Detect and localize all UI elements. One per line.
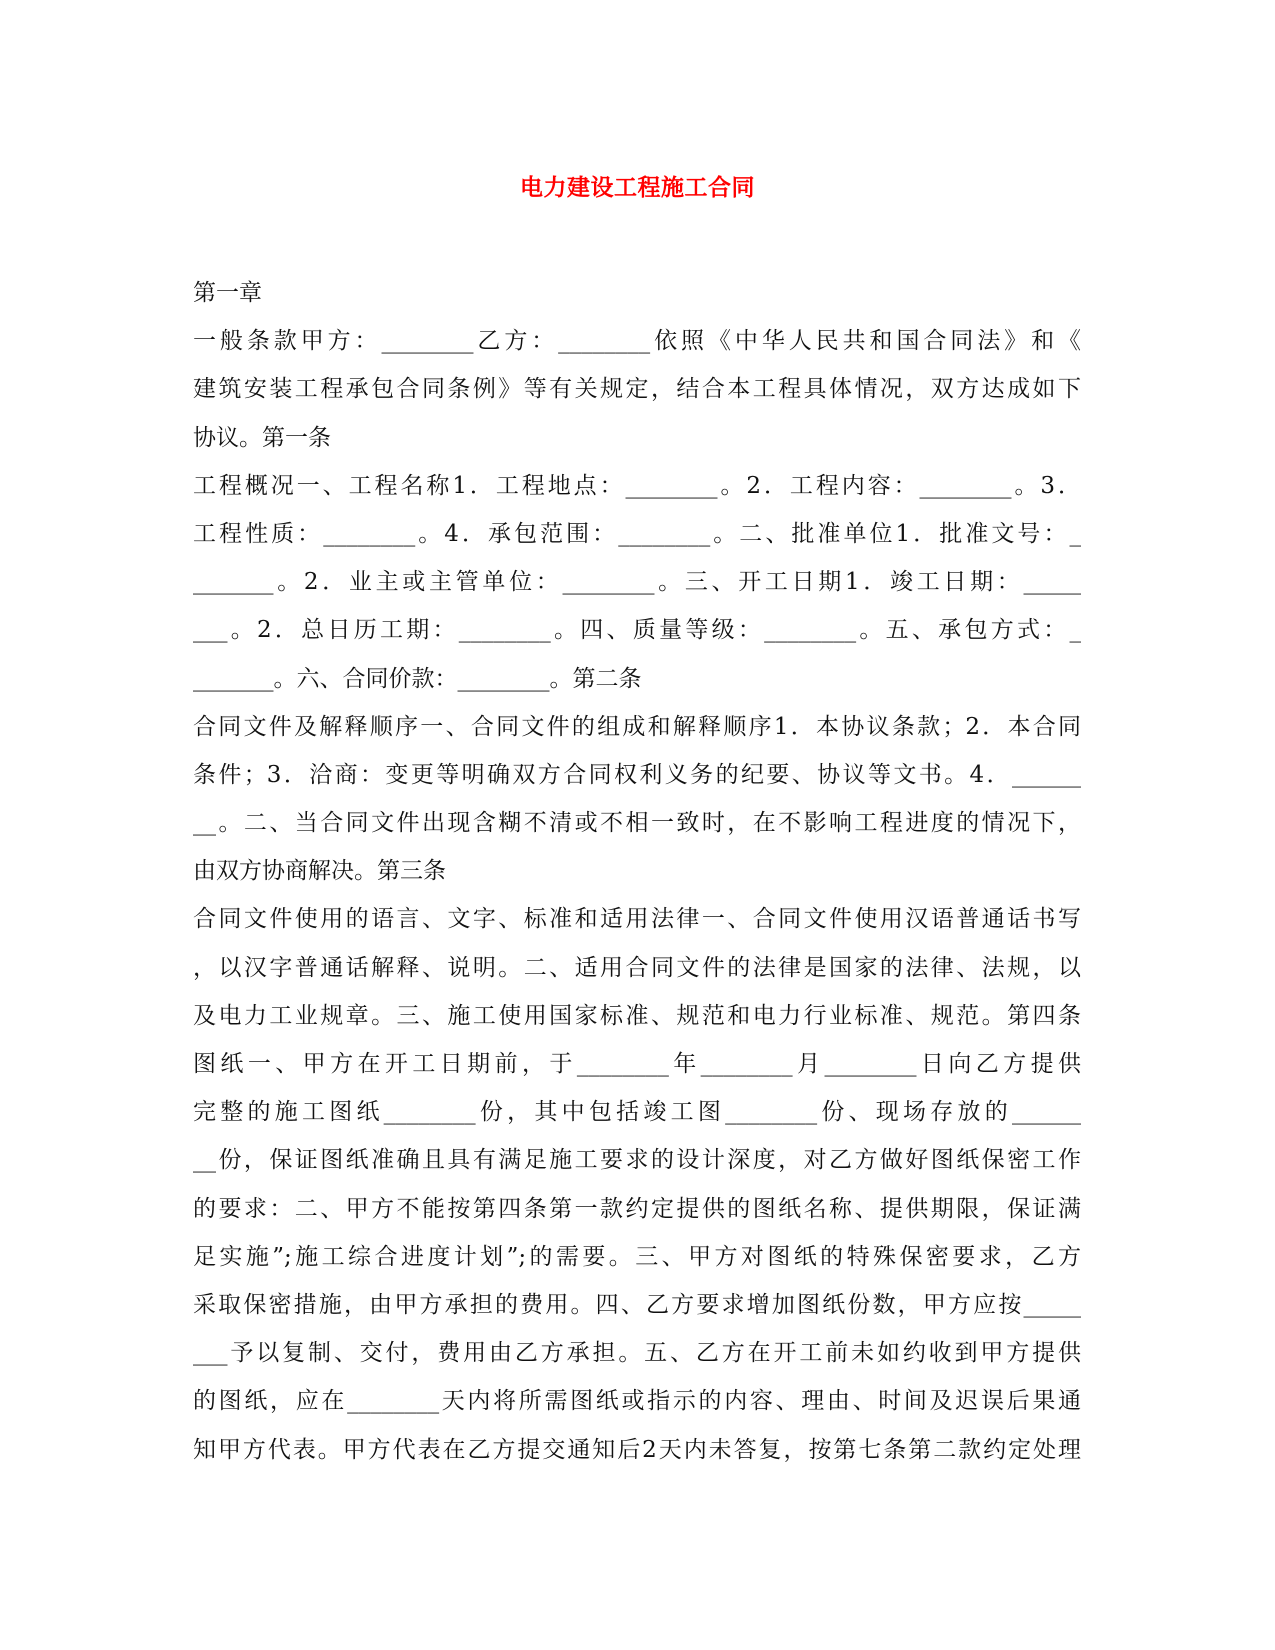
text-line: 由双方协商解决。第三条 bbox=[193, 858, 446, 885]
text-line: 合同文件及解释顺序一、合同文件的组成和解释顺序1．本协议条款；2．本合同 bbox=[193, 713, 1081, 740]
text-line: ___予以复制、交付，费用由乙方承担。五、乙方在开工前未如约收到甲方提供 bbox=[193, 1340, 1081, 1367]
text-line: 采取保密措施，由甲方承担的费用。四、乙方要求增加图纸份数，甲方应按_____ bbox=[193, 1291, 1081, 1318]
document-title: 电力建设工程施工合同 bbox=[520, 174, 755, 201]
text-line: __份，保证图纸准确且具有满足施工要求的设计深度，对乙方做好图纸保密工作 bbox=[193, 1147, 1081, 1174]
text-line: 足实施”;施工综合进度计划”;的需要。三、甲方对图纸的特殊保密要求，乙方 bbox=[193, 1243, 1081, 1270]
text-line: _______。2．业主或主管单位：________。三、开工日期1．竣工日期：_____ bbox=[193, 569, 1081, 596]
text-line: 协议。第一条 bbox=[193, 424, 331, 451]
text-line: 第一章 bbox=[193, 280, 262, 306]
text-line: __。二、当合同文件出现含糊不清或不相一致时，在不影响工程进度的情况下， bbox=[193, 810, 1081, 837]
text-line: 图纸一、甲方在开工日期前，于________年________月________日向乙方提供 bbox=[193, 1051, 1081, 1077]
text-line: 工程性质：________。4．承包范围：________。二、批准单位1．批准文号：_ bbox=[193, 520, 1081, 547]
text-line: ___。2．总日历工期：________。四、质量等级：________。五、承包方式：_ bbox=[193, 617, 1081, 644]
text-line: 工程概况一、工程名称1．工程地点：________。2．工程内容：________。3． bbox=[193, 472, 1081, 499]
text-line: ，以汉字普通话解释、说明。二、适用合同文件的法律是国家的法律、法规，以 bbox=[193, 954, 1081, 981]
text-line: 建筑安装工程承包合同条例》等有关规定，结合本工程具体情况，双方达成如下 bbox=[193, 376, 1081, 403]
text-line: 一般条款甲方：________乙方：________依照《中华人民共和国合同法》和《 bbox=[193, 328, 1081, 355]
text-line: 知甲方代表。甲方代表在乙方提交通知后2天内未答复，按第七条第二款约定处理 bbox=[193, 1436, 1081, 1463]
text-line: 的图纸，应在________天内将所需图纸或指示的内容、理由、时间及迟误后果通 bbox=[193, 1388, 1081, 1415]
text-line: 合同文件使用的语言、文字、标准和适用法律一、合同文件使用汉语普通话书写 bbox=[193, 906, 1081, 933]
text-line: 完整的施工图纸________份，其中包括竣工图________份、现场存放的______ bbox=[193, 1099, 1081, 1126]
text-line: _______。六、合同价款：________。第二条 bbox=[193, 665, 642, 692]
text-line: 及电力工业规章。三、施工使用国家标准、规范和电力行业标准、规范。第四条 bbox=[193, 1002, 1081, 1029]
document-body bbox=[193, 269, 1081, 1474]
text-line: 条件；3．洽商：变更等明确双方合同权利义务的纪要、协议等文书。4．______ bbox=[193, 761, 1081, 788]
text-line: 的要求：二、甲方不能按第四条第一款约定提供的图纸名称、提供期限，保证满 bbox=[193, 1195, 1081, 1222]
